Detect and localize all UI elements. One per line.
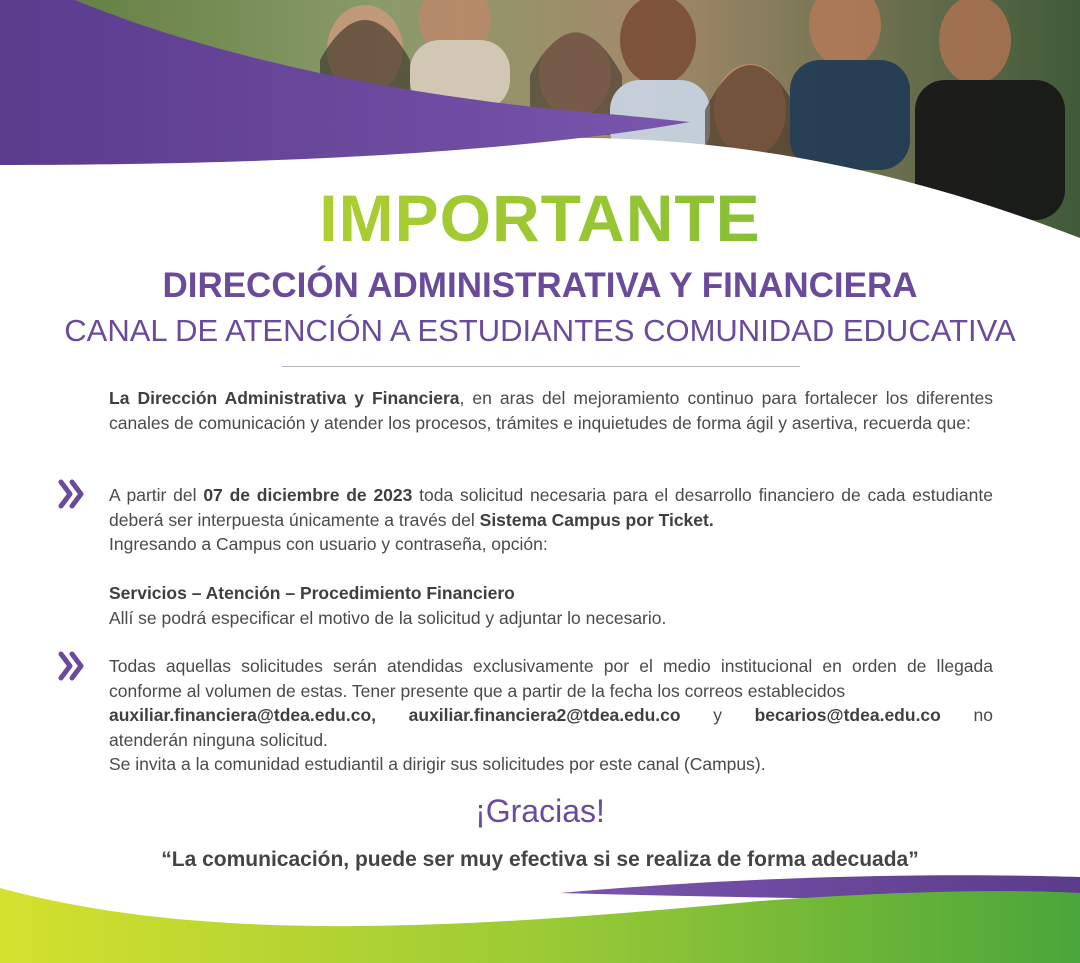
item-2-tail: no	[973, 705, 993, 725]
menu-path: Servicios – Atención – Procedimiento Financiero	[109, 583, 515, 603]
email-becarios[interactable]: becarios@tdea.edu.co	[754, 705, 941, 725]
channel-subtitle: CANAL DE ATENCIÓN A ESTUDIANTES COMUNIDAD EDUCATIVA	[64, 313, 1016, 348]
email-auxiliar-financiera[interactable]: auxiliar.financiera@tdea.edu.co,	[109, 705, 377, 725]
item-1-text-a: A partir del	[109, 485, 204, 505]
item-2-invite: Se invita a la comunidad estudiantil a dirigir sus solicitudes por este canal (Campus).	[109, 754, 766, 774]
item-1-system: Sistema Campus por Ticket.	[479, 509, 714, 530]
item-2-text: Todas aquellas solicitudes serán atendidas exclusivamente por el medio institucional en orden de llegada conforme al volumen de estas. Tener presente que a partir de la fecha los correos establecidos	[109, 656, 993, 701]
divider	[282, 366, 800, 367]
item-2-tail-line: atenderán ninguna solicitud.	[109, 729, 328, 750]
closing-quote: “La comunicación, puede ser muy efectiva si se realiza de forma adecuada”	[161, 848, 919, 871]
item-1-paragraph	[109, 483, 993, 557]
item-1-text-b: toda solicitud necesaria para el desarrollo financiero de cada estudiante deberá ser interpuesta únicamente a través del	[109, 485, 993, 530]
item-1-date: 07 de diciembre de 2023	[203, 485, 413, 505]
item-1-note: Allí se podrá especificar el motivo de la solicitud y adjuntar lo necesario.	[109, 607, 667, 628]
item-2-paragraph	[109, 654, 993, 777]
page-title: IMPORTANTE	[0, 180, 1080, 256]
intro-text: , en aras del mejoramiento continuo para fortalecer los diferentes canales de comunicación y atender los procesos, trámites e inquietudes de forma ágil y asertiva, recuerda que:	[109, 388, 993, 433]
intro-lead: La Dirección Administrativa y Financiera	[109, 388, 460, 408]
footer-wave	[0, 853, 1080, 963]
email-auxiliar-financiera2[interactable]: auxiliar.financiera2@tdea.edu.co	[408, 705, 681, 725]
thanks-heading: ¡Gracias!	[475, 793, 605, 829]
chevron-double-right-icon	[58, 651, 86, 681]
intro-paragraph	[109, 386, 993, 435]
chevron-double-right-icon	[58, 479, 86, 509]
department-title: DIRECCIÓN ADMINISTRATIVA Y FINANCIERA	[162, 266, 918, 305]
item-1-path-block	[109, 581, 993, 630]
email-line	[109, 703, 993, 728]
conjunction: y	[713, 705, 722, 725]
item-1-instruction: Ingresando a Campus con usuario y contraseña, opción:	[109, 534, 548, 554]
